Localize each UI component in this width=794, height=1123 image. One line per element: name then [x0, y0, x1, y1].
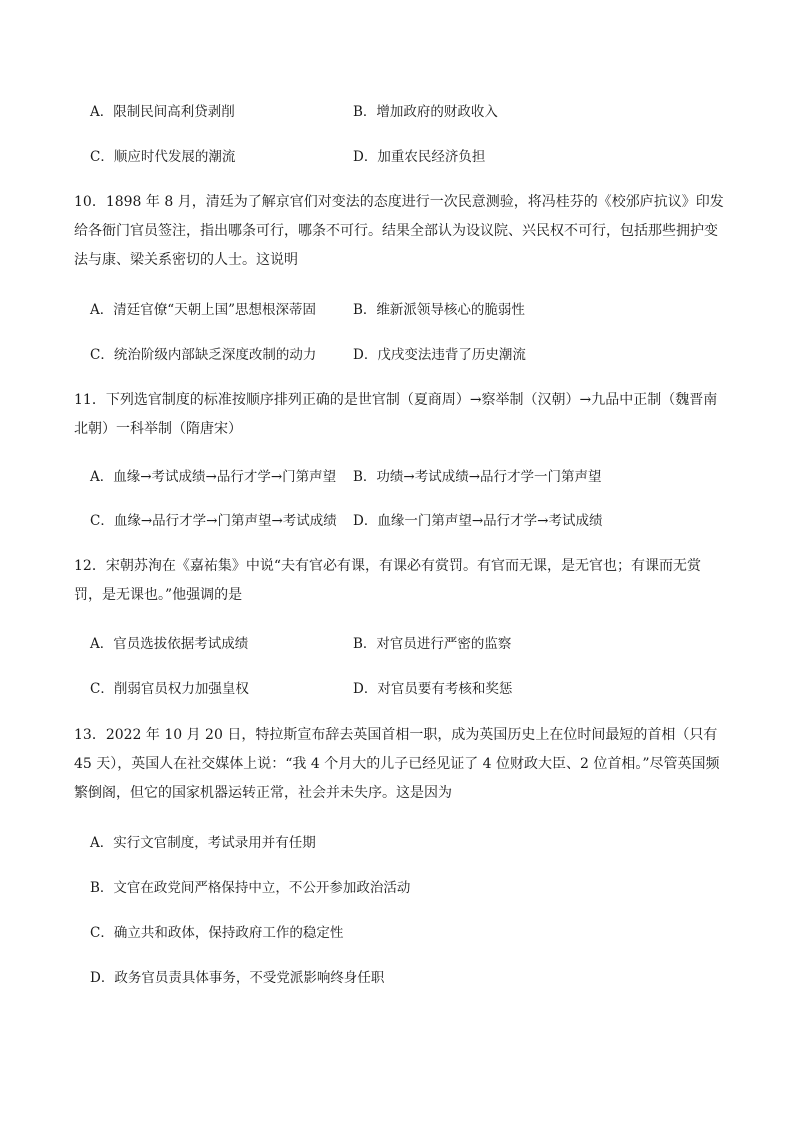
q13-option-b: B．文官在政党间严格保持中立，不公开参加政治活动: [90, 880, 411, 896]
q10-option-d: D．戊戌变法违背了历史潮流: [353, 347, 526, 363]
q12-option-b: B．对官员进行严密的监察: [353, 636, 512, 652]
q10-option-b: B．维新派领导核心的脆弱性: [353, 302, 525, 318]
q11-option-c: C．血缘→品行才学→门第声望→考试成绩: [90, 513, 337, 529]
q11-option-b: B．功绩→考试成绩→品行才学一门第声望: [353, 469, 602, 485]
q13-stem: 13．2022 年 10 月 20 日，特拉斯宣布辞去英国首相一职，成为英国历史上在位时间最短的首相（只有 45 天），英国人在社交媒体上说：“我 4 个月大的儿子已经见证了 4 位财政大臣、2 位首相。”尽管英国频繁倒阁，但它的国家机器运转正常，社会并未失序。这是因为: [74, 727, 720, 801]
q10-option-a: A．清廷官僚“天朝上国”思想根深蒂固: [90, 302, 317, 318]
q10-option-c: C．统治阶级内部缺乏深度改制的动力: [90, 347, 317, 363]
q13-option-a: A．实行文官制度，考试录用并有任期: [90, 835, 316, 851]
q12-option-a: A．官员选拔依据考试成绩: [90, 636, 249, 652]
q11-option-d: D．血缘一门第声望→品行才学→考试成绩: [353, 513, 603, 529]
q9-option-b: B．增加政府的财政收入: [353, 104, 498, 120]
q9-option-a: A．限制民间高利贷剥削: [90, 104, 235, 120]
q9-option-d: D．加重农民经济负担: [353, 149, 486, 165]
q12-option-d: D．对官员要有考核和奖惩: [353, 681, 513, 697]
q9-option-c: C．顺应时代发展的潮流: [90, 149, 236, 165]
q12-option-c: C．削弱官员权力加强皇权: [90, 681, 249, 697]
q13-option-d: D．政务官员责具体事务，不受党派影响终身任职: [90, 970, 385, 986]
q11-option-a: A．血缘→考试成绩→品行才学→门第声望: [90, 469, 337, 485]
q12-stem: 12．宋朝苏洵在《嘉祐集》中说“夫有官必有课，有课必有赏罚。有官而无课，是无官也；有课而无赏罚，是无课也。”他强调的是: [74, 558, 701, 603]
q11-stem: 11．下列选官制度的标准按顺序排列正确的是世官制（夏商周）→察举制（汉朝）→九品中正制（魏晋南北朝）一科举制（隋唐宋）: [74, 392, 718, 437]
q13-option-c: C．确立共和政体，保持政府工作的稳定性: [90, 925, 344, 941]
q10-stem: 10．1898 年 8 月，清廷为了解京官们对变法的态度进行一次民意测验，将冯桂芬的《校邠庐抗议》印发给各衙门官员签注，指出哪条可行，哪条不可行。结果全部认为设议院、兴民权不可行，包括那些拥护变法与康、梁关系密切的人士。这说明: [74, 194, 724, 268]
